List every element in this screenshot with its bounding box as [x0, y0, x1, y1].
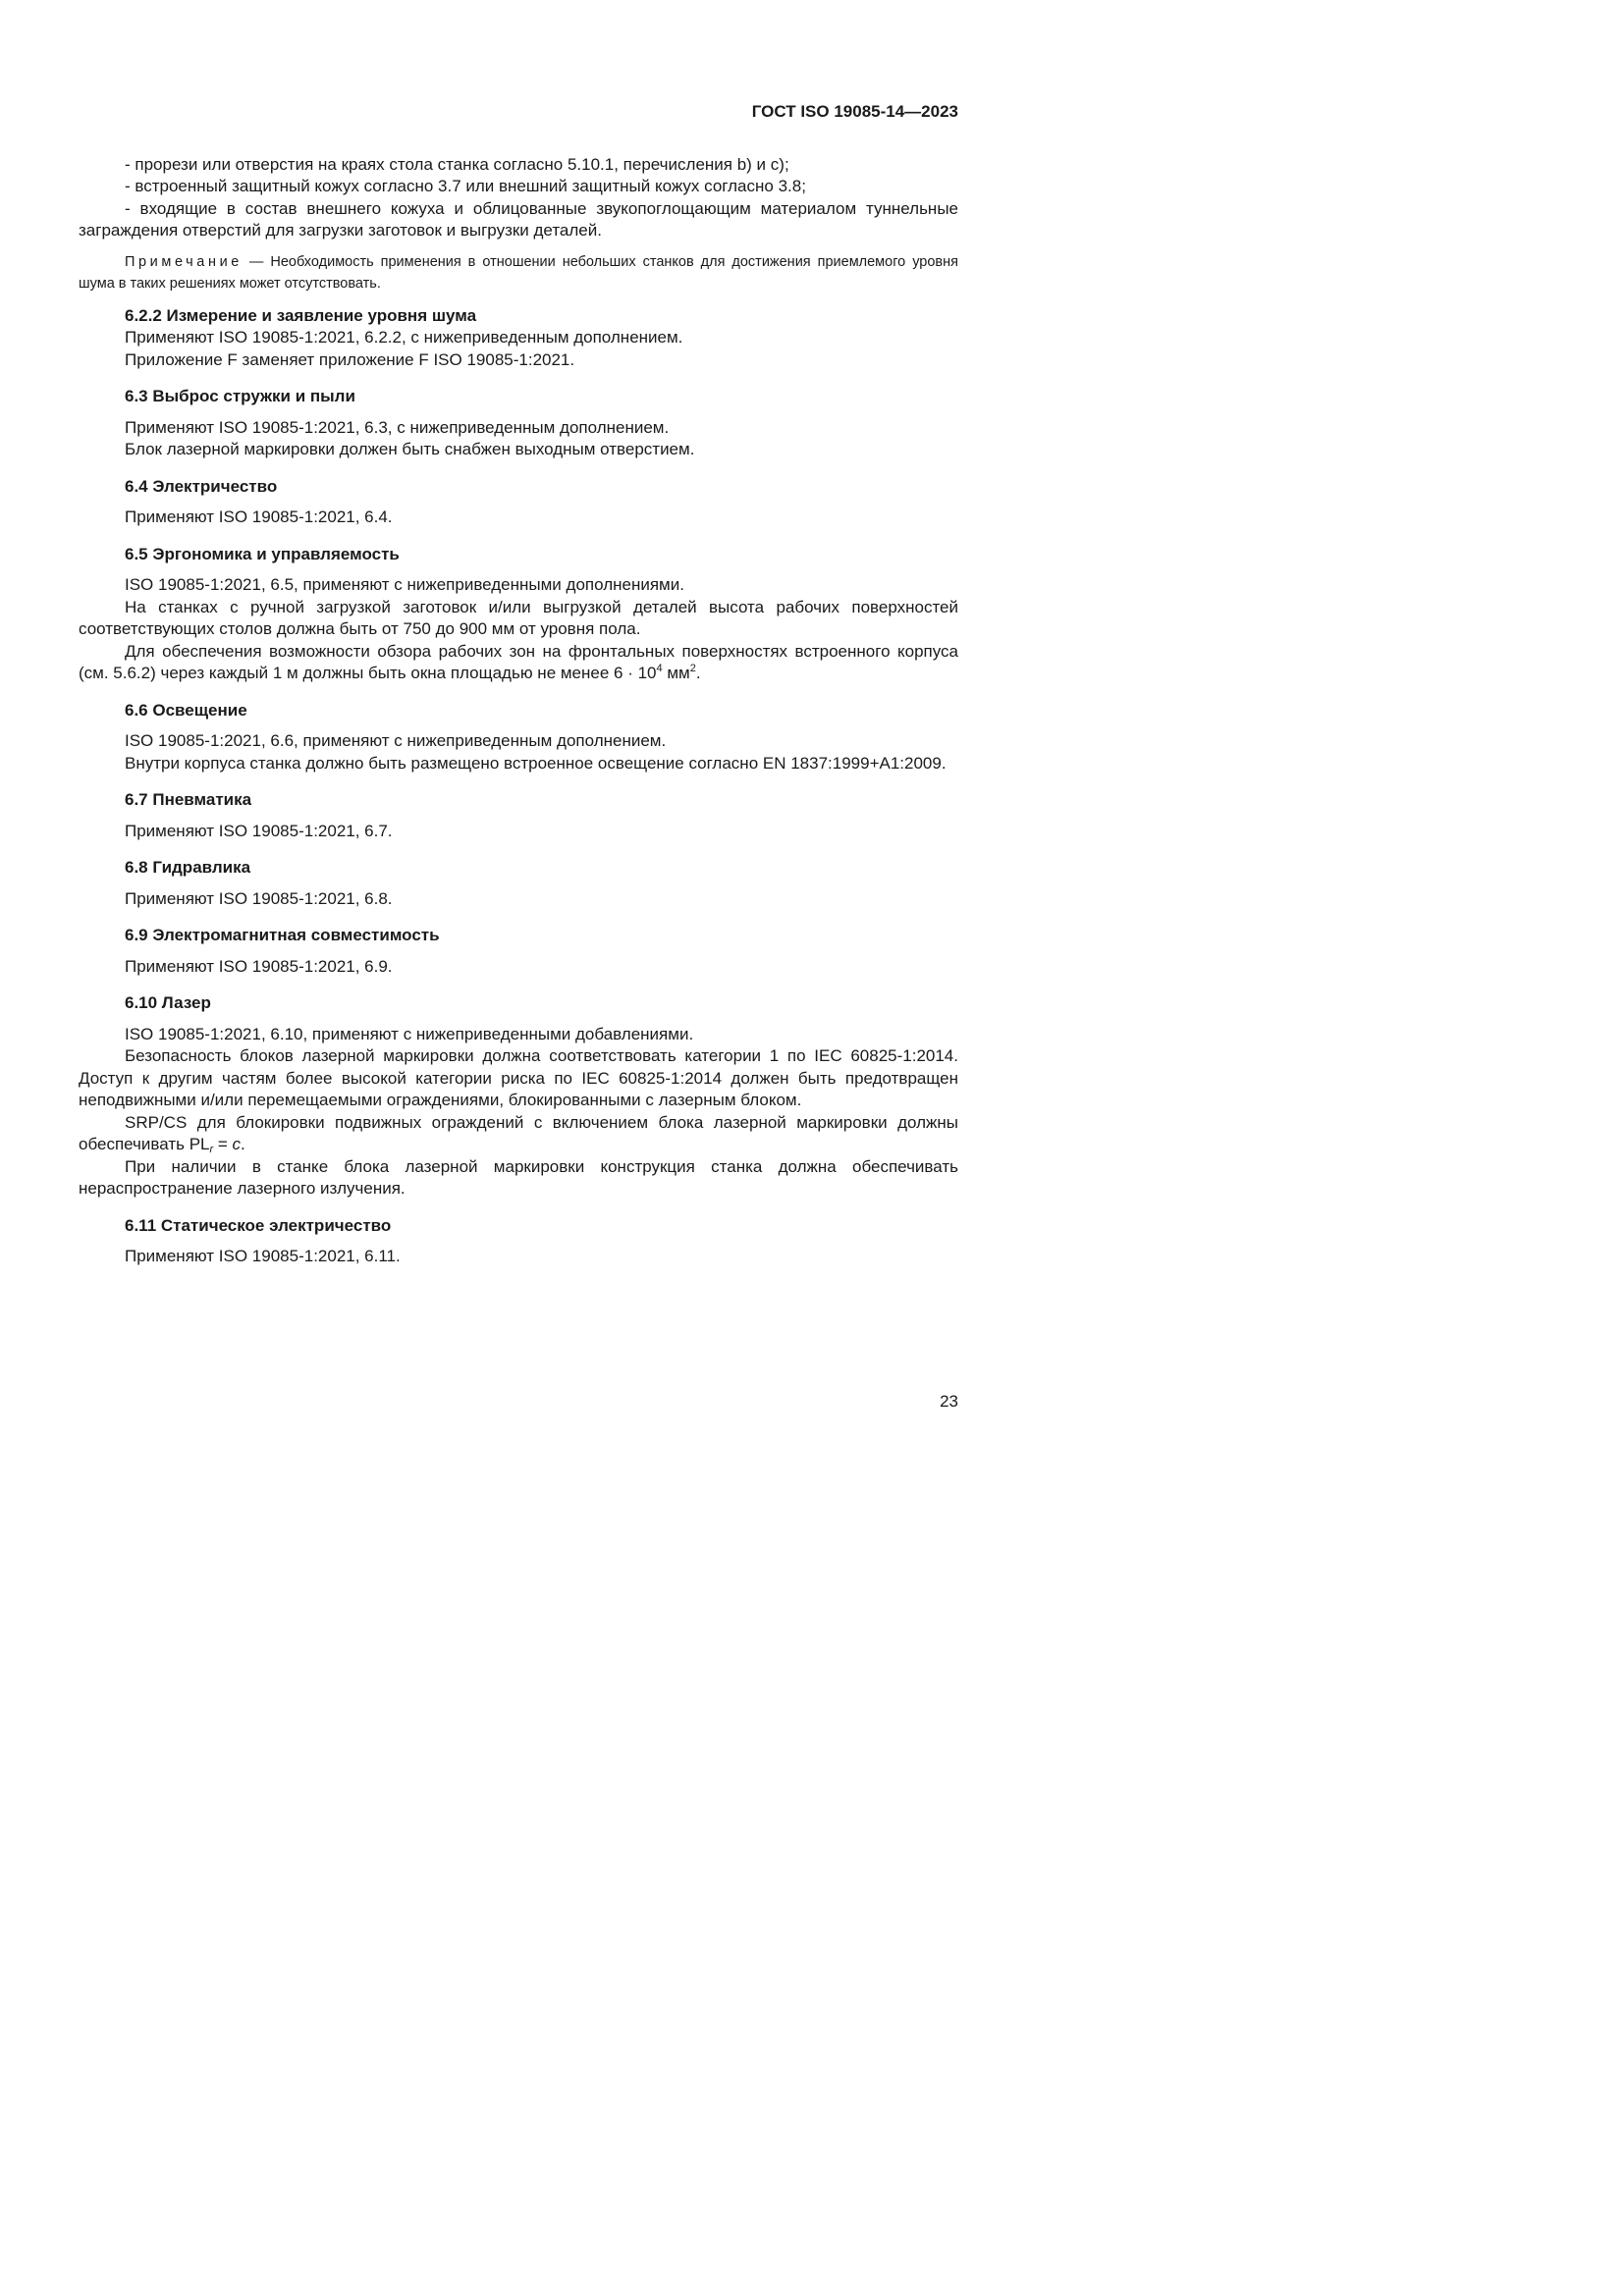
- paragraph: Применяют ISO 19085-1:2021, 6.9.: [125, 956, 393, 976]
- page-number: 23: [940, 1392, 958, 1411]
- text-run: .: [695, 664, 701, 682]
- note-label: Примечание: [125, 253, 243, 270]
- text-run: c: [232, 1135, 242, 1153]
- paragraph: ISO 19085-1:2021, 6.5, применяют с нижеприведенными дополнениями.: [125, 575, 684, 594]
- superscript: 2: [689, 663, 696, 674]
- paragraph: [79, 1112, 958, 1156]
- superscript: 4: [656, 663, 663, 674]
- text-run: =: [213, 1135, 233, 1153]
- paragraph: При наличии в станке блока лазерной маркировки конструкция станка должна обеспечивать нераспространение лазерного излучения.: [79, 1156, 958, 1198]
- paragraph: Применяют ISO 19085-1:2021, 6.2.2, с нижеприведенным дополнением.: [125, 328, 683, 347]
- paragraph: Применяют ISO 19085-1:2021, 6.4.: [125, 507, 393, 526]
- text-run: .: [241, 1135, 245, 1153]
- list-item: - прорези или отверстия на краях стола станка согласно 5.10.1, перечисления b) и c);: [125, 154, 789, 174]
- text-run: Для обеспечения возможности обзора рабочих зон на фронтальных поверхностях встроенного корпуса (см. 5.6.2) через каждый 1 м должны быть окна площадью не менее 6 · 10: [79, 641, 958, 682]
- section-heading-6-11: 6.11 Статическое электричество: [125, 1215, 392, 1235]
- paragraph: Внутри корпуса станка должно быть размещено встроенное освещение согласно EN 1837:1999+A1:2009.: [125, 753, 947, 773]
- section-heading-6-2-2: 6.2.2 Измерение и заявление уровня шума: [125, 305, 477, 325]
- paragraph: Безопасность блоков лазерной маркировки должна соответствовать категории 1 по IEC 60825-1:2014. Доступ к другим частям более высокой категории риска по IEC 60825-1:2014 должен быть предотвращен неподвижными и/или перемещаемыми ограждениями, блокированными с лазерным блоком.: [79, 1046, 958, 1109]
- note-text: — Необходимость применения в отношении небольших станков для достижения приемлемого уровня шума в таких решениях может отсутствовать.: [79, 253, 958, 292]
- section-heading-6-5: 6.5 Эргономика и управляемость: [125, 544, 400, 563]
- section-heading-6-9: 6.9 Электромагнитная совместимость: [125, 926, 440, 944]
- note: [79, 251, 958, 294]
- section-heading-6-10: 6.10 Лазер: [125, 993, 211, 1012]
- paragraph: Применяют ISO 19085-1:2021, 6.11.: [125, 1247, 401, 1265]
- text-run: SRP/CS для блокировки подвижных ограждений с включением блока лазерной маркировки должны обеспечивать PL: [79, 1112, 958, 1153]
- text-run: мм: [662, 664, 690, 682]
- paragraph: На станках с ручной загрузкой заготовок и/или выгрузкой деталей высота рабочих поверхностей соответствующих столов должна быть от 750 до 900 мм от уровня пола.: [79, 597, 958, 638]
- paragraph: Приложение F заменяет приложение F ISO 19085-1:2021.: [125, 349, 575, 369]
- paragraph: ISO 19085-1:2021, 6.10, применяют с нижеприведенными добавлениями.: [125, 1024, 694, 1043]
- section-heading-6-4: 6.4 Электричество: [125, 476, 278, 496]
- paragraph: Блок лазерной маркировки должен быть снабжен выходным отверстием.: [125, 440, 695, 458]
- list-item: - входящие в состав внешнего кожуха и облицованные звукопоглощающим материалом туннельные заграждения отверстий для загрузки заготовок и выгрузки деталей.: [79, 198, 958, 240]
- document-header: ГОСТ ISO 19085-14—2023: [751, 102, 958, 121]
- section-heading-6-7: 6.7 Пневматика: [125, 790, 252, 809]
- paragraph: Применяют ISO 19085-1:2021, 6.7.: [125, 821, 393, 840]
- document-page: [0, 0, 1080, 1526]
- paragraph: [79, 641, 958, 685]
- paragraph: Применяют ISO 19085-1:2021, 6.3, с нижеприведенным дополнением.: [125, 417, 670, 437]
- section-heading-6-3: 6.3 Выброс стружки и пыли: [125, 387, 355, 405]
- list-item: - встроенный защитный кожух согласно 3.7 или внешний защитный кожух согласно 3.8;: [125, 177, 806, 195]
- section-heading-6-6: 6.6 Освещение: [125, 700, 247, 720]
- paragraph: ISO 19085-1:2021, 6.6, применяют с нижеприведенным дополнением.: [125, 731, 667, 750]
- section-heading-6-8: 6.8 Гидравлика: [125, 858, 251, 877]
- subscript: r: [209, 1144, 214, 1155]
- paragraph: Применяют ISO 19085-1:2021, 6.8.: [125, 888, 393, 908]
